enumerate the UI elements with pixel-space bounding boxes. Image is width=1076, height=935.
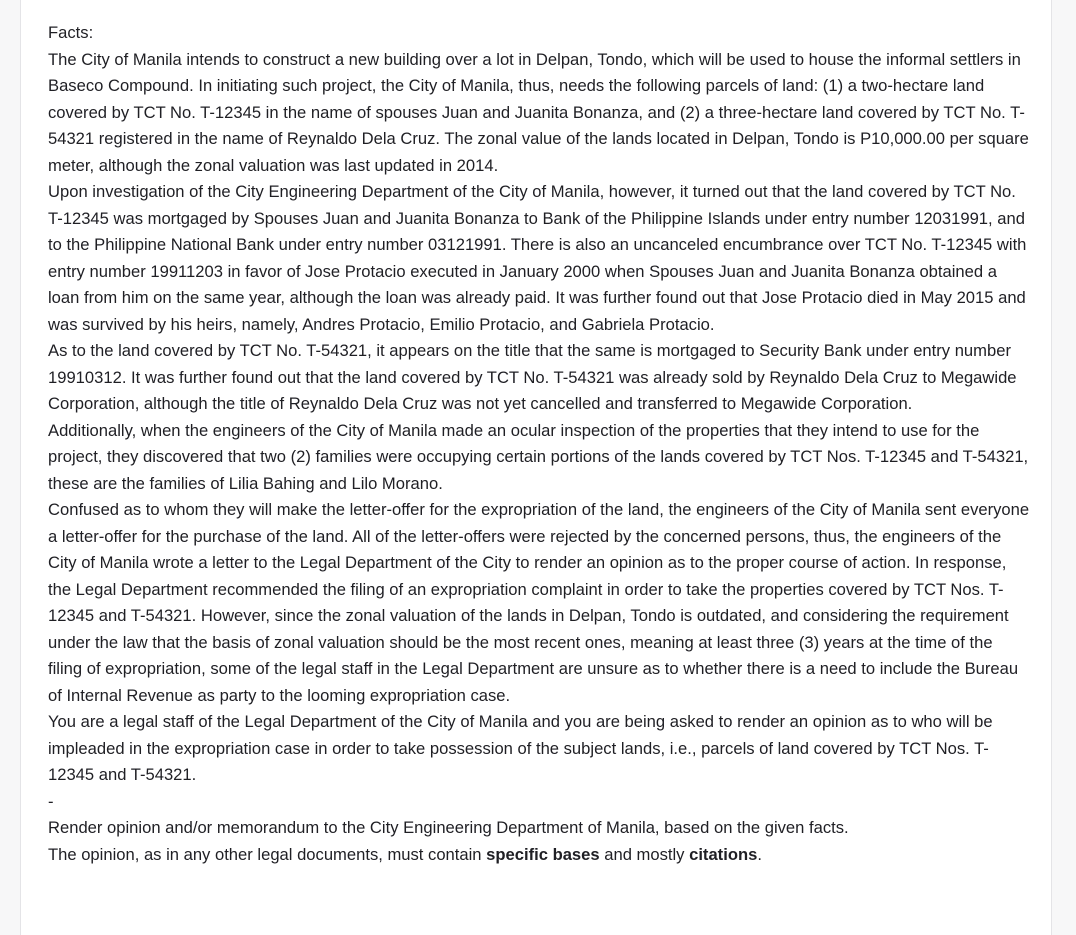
paragraph-second-land: As to the land covered by TCT No. T-54321, it appears on the title that the same is mortgaged to Security Bank under entry number 19910312. It was further found out that the land covered by TCT No. T-54321 was already sold by Reynaldo Dela Cruz to Megawide Corporation, although the title of Reynaldo Dela Cruz was not yet cancelled and transferred to Megawide Corporation. bbox=[48, 341, 1017, 413]
final-middle: and mostly bbox=[599, 844, 690, 864]
paragraph-task: You are a legal staff of the Legal Department of the City of Manila and you are being asked to render an opinion as to who will be impleaded in the expropriation case in order to take possession of the subject lands, i.e., parcels of land covered by TCT Nos. T-12345 and T-54321. bbox=[48, 712, 993, 784]
separator: - bbox=[48, 791, 54, 811]
facts-label: Facts: bbox=[48, 23, 94, 42]
final-note bbox=[48, 842, 1030, 869]
document-body bbox=[48, 20, 1030, 868]
paragraph-occupants: Additionally, when the engineers of the City of Manila made an ocular inspection of the properties that they intend to use for the project, they discovered that two (2) families were occupying certain portions of the lands covered by TCT Nos. T-12345 and T-54321, these are the families of Lilia Bahing and Lilo Morano. bbox=[48, 420, 1029, 493]
instruction: Render opinion and/or memorandum to the City Engineering Department of Manila, based on the given facts. bbox=[48, 818, 849, 837]
final-suffix: . bbox=[757, 844, 762, 864]
paragraph-intro: The City of Manila intends to construct a new building over a lot in Delpan, Tondo, which will be used to house the informal settlers in Baseco Compound. In initiating such project, the City of Manila, thus, needs the following parcels of land: (1) a two-hectare land covered by TCT No. T-12345 in the name of spouses Juan and Juanita Bonanza, and (2) a three-hectare land covered by TCT No. T-54321 registered in the name of Reynaldo Dela Cruz. The zonal value of the lands located in Delpan, Tondo is P10,000.00 per square meter, although the zonal valuation was last updated in 2014. bbox=[48, 49, 1029, 175]
bold-specific-bases: specific bases bbox=[486, 844, 600, 864]
paragraph-investigation: Upon investigation of the City Engineering Department of the City of Manila, however, it turned out that the land covered by TCT No. T-12345 was mortgaged by Spouses Juan and Juanita Bonanza to Bank of the Philippine Islands under entry number 12031991, and to the Philippine National Bank under entry number 03121991. There is also an uncanceled encumbrance over TCT No. T-12345 with entry number 19911203 in favor of Jose Protacio executed in January 2000 when Spouses Juan and Juanita Bonanza obtained a loan from him on the same year, although the loan was already paid. It was further found out that Jose Protacio died in May 2015 and was survived by his heirs, namely, Andres Protacio, Emilio Protacio, and Gabriela Protacio. bbox=[48, 182, 1027, 334]
bold-citations: citations bbox=[689, 844, 758, 864]
final-prefix: The opinion, as in any other legal documents, must contain bbox=[48, 844, 487, 864]
document-card bbox=[20, 0, 1052, 935]
paragraph-letter-offer: Confused as to whom they will make the letter-offer for the expropriation of the land, the engineers of the City of Manila sent everyone a letter-offer for the purchase of the land. All of the letter-offers were rejected by the concerned persons, thus, the engineers of the City of Manila wrote a letter to the Legal Department of the City to render an opinion as to the proper course of action. In response, the Legal Department recommended the filing of an expropriation complaint in order to take the properties covered by TCT Nos. T-12345 and T-54321. However, since the zonal valuation of the lands in Delpan, Tondo is outdated, and considering the requirement under the law that the basis of zonal valuation should be the most recent ones, meaning at least three (3) years at the time of the filing of expropriation, some of the legal staff in the Legal Department are unsure as to whether there is a need to include the Bureau of Internal Revenue as party to the looming expropriation case. bbox=[48, 500, 1030, 705]
